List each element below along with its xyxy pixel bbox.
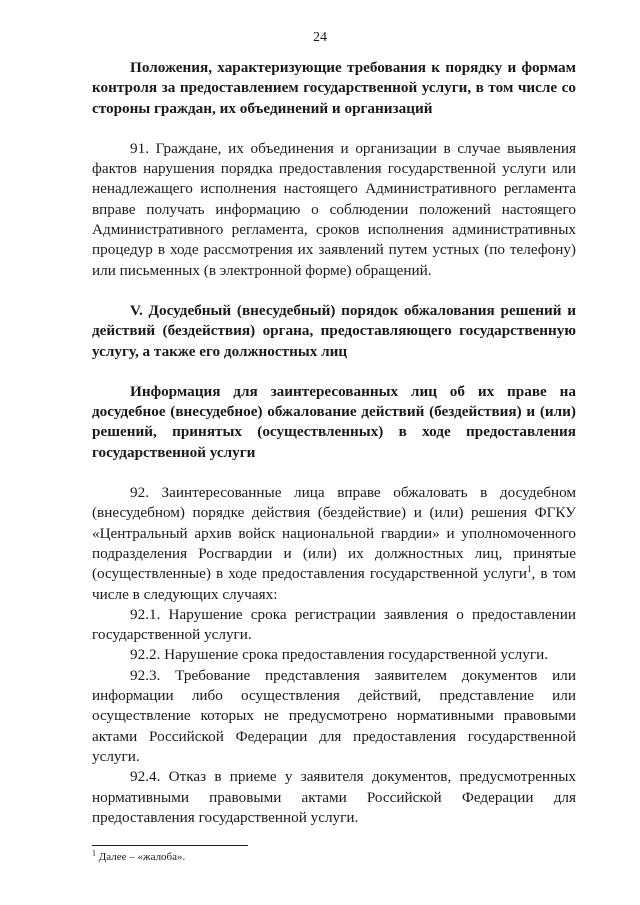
footnote — [92, 848, 186, 863]
paragraph-92-2: 92.2. Нарушение срока предоставления государственной услуги. — [130, 646, 549, 664]
paragraph-92 — [92, 483, 576, 605]
footnote-text: Далее – «жалоба». — [96, 851, 186, 863]
section-heading-appeal-info: Информация для заинтересованных лиц об их праве на досудебное (внесудебное) обжалование действий (бездействия) и (или) решений, принятых (осуществленных) в ходе предоставления государственной услуги — [92, 382, 576, 461]
page-content — [92, 58, 576, 828]
paragraph-91: 91. Граждане, их объединения и организации в случае выявления фактов нарушения порядка предоставления государственной услуги или ненадлежащего исполнения настоящего Административного регламента вправе получать информацию о соблюдении положений настоящего Административного регламента, сроков исполнения административных процедур в ходе рассмотрения их заявлений путем устных (по телефону) или письменных (в электронной форме) обращений. — [92, 139, 576, 279]
section-heading-chapter-v: V. Досудебный (внесудебный) порядок обжалования решений и действий (бездействия) органа, предоставляющего государственную услугу, а также его должностных лиц — [92, 301, 576, 360]
paragraph-92-text-end: , в том числе в следующих случаях: — [92, 565, 576, 603]
footnote-divider — [92, 845, 248, 846]
paragraph-92-3: 92.3. Требование представления заявителем документов или информации либо осуществления действий, представление или осуществление которых не предусмотрено нормативными правовыми актами Российской Федерации для предоставления государственной услуги. — [92, 666, 576, 765]
paragraph-92-4: 92.4. Отказ в приеме у заявителя документов, предусмотренных нормативными правовыми актами Российской Федерации для предоставления государственной услуги. — [92, 768, 576, 826]
paragraph-92-1: 92.1. Нарушение срока регистрации заявления о предоставлении государственной услуги. — [92, 605, 576, 644]
footnote-reference: 1 — [527, 564, 532, 575]
paragraph-92-text: 92. Заинтересованные лица вправе обжаловать в досудебном (внесудебном) порядке действия (бездействие) и (или) решения ФГКУ «Центральный архив войск национальной гвардии» и уполномоченного подразделения Росгвардии и (или) их должностных лиц, принятые (осуществленные) в ходе предоставления государственной услуги — [92, 484, 576, 583]
section-heading-control: Положения, характеризующие требования к порядку и формам контроля за предоставлением государственной услуги, в том числе со стороны граждан, их объединений и организаций — [92, 59, 576, 117]
footnote-marker: 1 — [92, 848, 96, 858]
page-number: 24 — [313, 30, 327, 45]
